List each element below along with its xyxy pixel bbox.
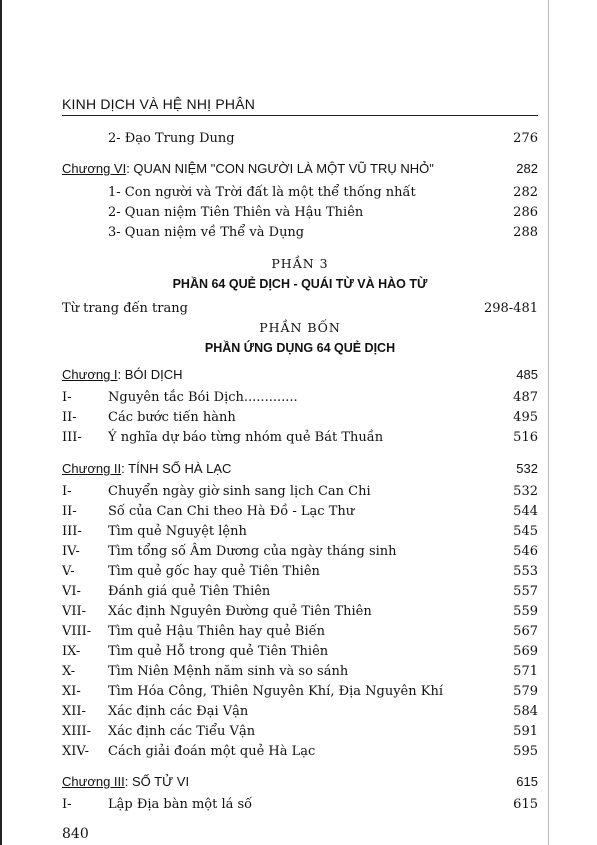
toc-item-page: 567 bbox=[513, 624, 538, 639]
toc-item-page: 579 bbox=[513, 684, 538, 699]
toc-item-label: 2- Đạo Trung Dung bbox=[108, 131, 235, 146]
toc-item bbox=[108, 205, 538, 220]
toc-item-page: 557 bbox=[513, 584, 538, 599]
toc-item-page: 282 bbox=[513, 185, 538, 200]
toc-item-numeral: XII- bbox=[62, 704, 86, 719]
chapter-heading bbox=[62, 161, 538, 176]
toc-item-numeral: III- bbox=[62, 524, 82, 539]
toc-item-page: 559 bbox=[513, 604, 538, 619]
toc-item-label: Xác định các Đại Vận bbox=[108, 704, 249, 719]
toc-item-page: 591 bbox=[513, 724, 538, 739]
chapter-title: : SỐ TỬ VI bbox=[124, 774, 190, 789]
toc-item-label: Cách giải đoán một quẻ Hà Lạc bbox=[108, 744, 316, 759]
toc-item-label: 2- Quan niệm Tiên Thiên và Hậu Thiên bbox=[108, 205, 364, 220]
toc-item-page: 495 bbox=[513, 410, 538, 425]
toc-item-numeral: XIII- bbox=[62, 724, 92, 739]
toc-item-numeral: XI- bbox=[62, 684, 81, 699]
toc-item-page: 532 bbox=[513, 484, 538, 499]
toc-item-numeral: II- bbox=[62, 504, 77, 519]
toc-item-page: 516 bbox=[513, 430, 538, 445]
chapter-page: 615 bbox=[516, 774, 538, 789]
chapter-heading bbox=[62, 461, 538, 476]
part-title: PHẦN ỨNG DỤNG 64 QUẺ DỊCH bbox=[204, 341, 396, 355]
toc-item-label: Các bước tiến hành bbox=[108, 410, 236, 425]
toc-item-page: 571 bbox=[513, 664, 538, 679]
chapter-title: : BÓI DỊCH bbox=[117, 367, 183, 382]
toc-item bbox=[108, 225, 538, 240]
toc-item-page: 553 bbox=[513, 564, 538, 579]
chapter-title: : TÍNH SỐ HÀ LẠC bbox=[121, 461, 232, 476]
chapter-page: 485 bbox=[516, 367, 538, 382]
toc-item-label: Đánh giá quẻ Tiên Thiên bbox=[108, 584, 271, 599]
chapter-prefix: Chương III bbox=[62, 774, 125, 789]
toc-item-numeral: VII- bbox=[62, 604, 87, 619]
toc-item-label: Tìm quẻ gốc hay quẻ Tiên Thiên bbox=[108, 564, 320, 579]
toc-item-label: Nguyên tắc Bói Dịch............. bbox=[108, 390, 298, 405]
toc-item-page: 276 bbox=[513, 131, 538, 146]
toc-item-numeral: I- bbox=[62, 797, 72, 812]
toc-item-label: 3- Quan niệm về Thể và Dụng bbox=[108, 225, 305, 240]
toc-item-page: 546 bbox=[513, 544, 538, 559]
toc-item-label: Tìm quẻ Nguyệt lệnh bbox=[108, 524, 247, 539]
chapter-prefix: Chương I bbox=[62, 367, 118, 382]
page-left-edge bbox=[0, 0, 2, 845]
toc-item-page: 615 bbox=[513, 797, 538, 812]
toc-item-page: 584 bbox=[513, 704, 538, 719]
part-label: PHẦN BỐN bbox=[259, 320, 341, 335]
toc-item-label: Lập Địa bàn một lá số bbox=[108, 797, 253, 812]
toc-item-page: 569 bbox=[513, 644, 538, 659]
toc-item-page: 595 bbox=[513, 744, 538, 759]
toc-item-label: Tìm tổng số Âm Dương của ngày tháng sinh bbox=[108, 544, 397, 559]
page-number: 840 bbox=[62, 826, 89, 842]
toc-item-page: 288 bbox=[513, 225, 538, 240]
toc-item-numeral: X- bbox=[62, 664, 76, 679]
toc-item-label: Tìm Hóa Công, Thiên Nguyên Khí, Địa Nguyên Khí bbox=[108, 684, 443, 699]
toc-item-label: Xác định các Tiểu Vận bbox=[108, 724, 256, 739]
toc-item-numeral: IX- bbox=[62, 644, 81, 659]
toc-item-numeral: IV- bbox=[62, 544, 80, 559]
part-title: PHẦN 64 QUẺ DỊCH - QUÁI TỪ VÀ HÀO TỪ bbox=[172, 277, 428, 291]
toc-item-numeral: VIII- bbox=[62, 624, 92, 639]
toc-item-page: 544 bbox=[513, 504, 538, 519]
chapter-heading bbox=[62, 367, 538, 382]
toc-item-page: 286 bbox=[513, 205, 538, 220]
toc-item-label: Tìm Niên Mệnh năm sinh và so sánh bbox=[108, 664, 349, 679]
toc-item-label: Chuyển ngày giờ sinh sang lịch Can Chi bbox=[108, 484, 371, 499]
toc-item-numeral: I- bbox=[62, 484, 72, 499]
toc-item-numeral: I- bbox=[62, 390, 72, 405]
toc-item-label: Ý nghĩa dự báo từng nhóm quẻ Bát Thuần bbox=[108, 430, 384, 445]
toc-item-numeral: V- bbox=[62, 564, 75, 579]
toc-item-page: 487 bbox=[513, 390, 538, 405]
page-range-label: Từ trang đến trang bbox=[62, 301, 188, 316]
toc-item-numeral: II- bbox=[62, 410, 77, 425]
toc-item-numeral: VI- bbox=[62, 584, 81, 599]
toc-item-numeral: III- bbox=[62, 430, 82, 445]
toc-item-label: Tìm quẻ Hỗ trong quẻ Tiên Thiên bbox=[108, 644, 329, 659]
page-right-edge bbox=[548, 0, 549, 845]
toc-item-label: Tìm quẻ Hậu Thiên hay quẻ Biến bbox=[108, 624, 326, 639]
part-label: PHẦN 3 bbox=[271, 256, 329, 271]
toc-item-numeral: XIV- bbox=[62, 744, 89, 759]
chapter-heading bbox=[62, 774, 538, 789]
chapter-title: : QUAN NIỆM "CON NGƯỜI LÀ MỘT VŨ TRỤ NHỎ" bbox=[126, 161, 434, 176]
toc-item-label: Số của Can Chi theo Hà Đồ - Lạc Thư bbox=[108, 504, 355, 519]
running-header: KINH DỊCH VÀ HỆ NHỊ PHÂN bbox=[62, 96, 538, 116]
chapter-prefix: Chương VI bbox=[62, 161, 127, 176]
toc-item-page: 545 bbox=[513, 524, 538, 539]
toc-item bbox=[108, 185, 538, 200]
toc-item-label: 1- Con người và Trời đất là một thể thống nhất bbox=[108, 185, 416, 200]
toc-item bbox=[108, 131, 538, 146]
chapter-page: 532 bbox=[516, 461, 538, 476]
toc-item-label: Xác định Nguyên Đường quẻ Tiên Thiên bbox=[108, 604, 372, 619]
chapter-page: 282 bbox=[516, 161, 538, 176]
chapter-prefix: Chương II bbox=[62, 461, 122, 476]
page-range-value: 298-481 bbox=[483, 301, 538, 316]
page-range-row bbox=[62, 301, 538, 316]
